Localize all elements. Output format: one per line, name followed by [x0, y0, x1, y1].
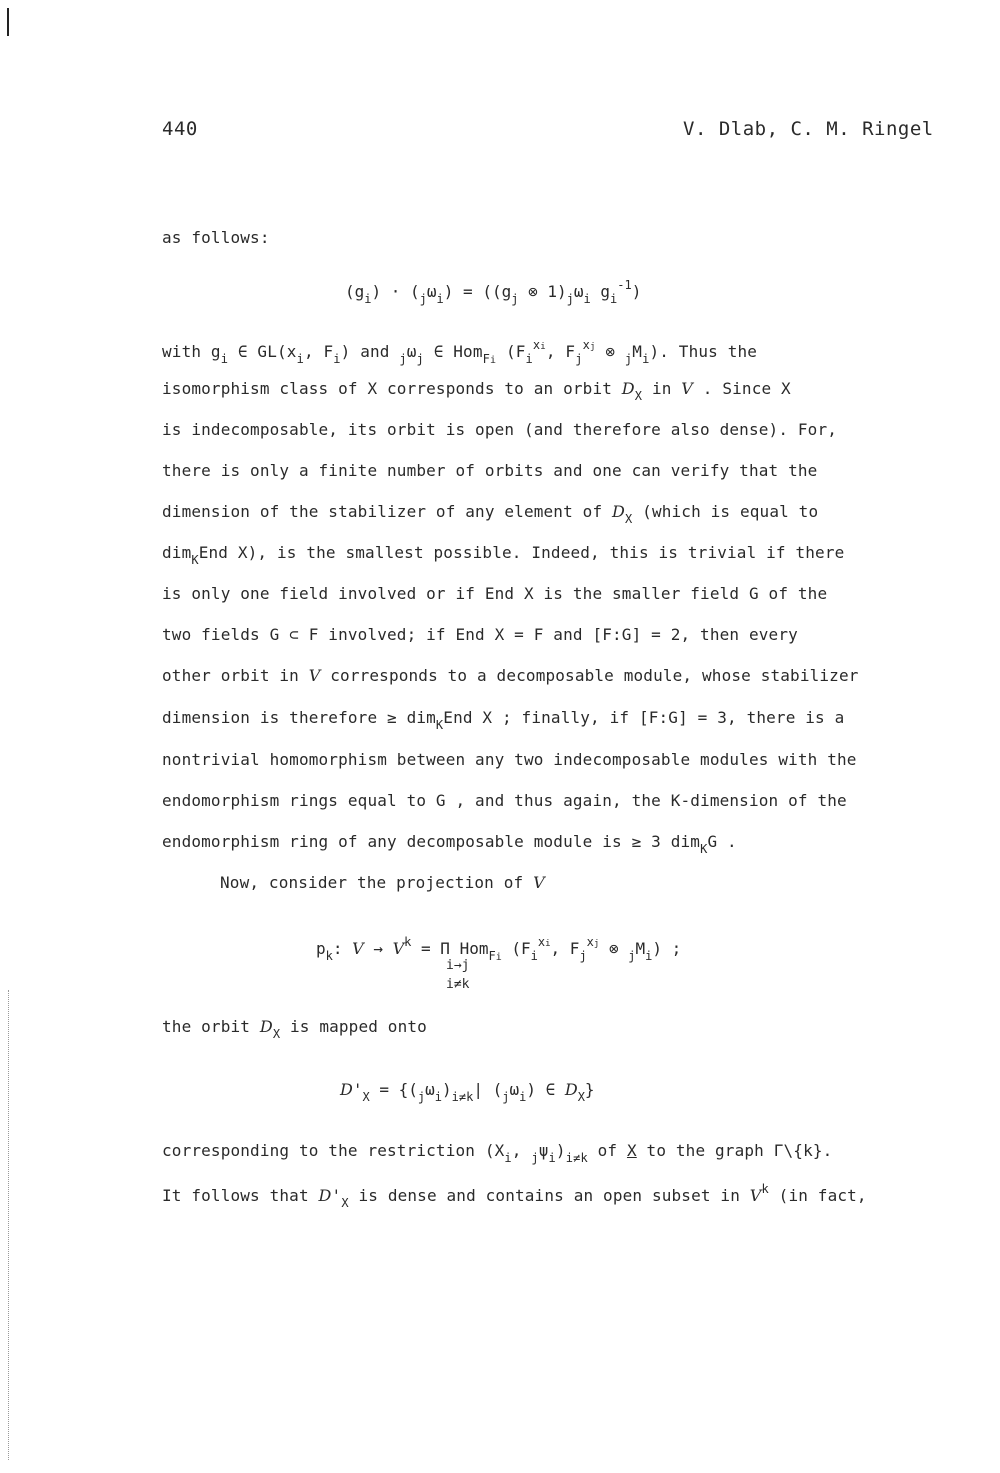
body-line: isomorphism class of X corresponds to an orbit $D_X$ in V . Since X: [162, 379, 791, 403]
body-line: two fields G ⊂ F involved; if End X = F and [F:G] = 2, then every: [162, 625, 798, 644]
projection-formula: $p_k$: $V \to V^k = \Pi$ Hom$_{Fi}$ ($F_i^{xi}$, $F_j^{xj}$ ⊗ $_jM_i$) ;: [316, 935, 682, 963]
body-line: there is only a finite number of orbits and one can verify that the: [162, 461, 818, 480]
body-line: dimension is therefore ≥ dim$_K$End X ; finally, if [F:G] = 3, there is a: [162, 708, 845, 732]
body-line: It follows that $D'_X$ is dense and contains an open subset in $V^k$ (in fact,: [162, 1182, 867, 1210]
body-line: dimension of the stabilizer of any element of $D_X$ (which is equal to: [162, 502, 819, 526]
body-line: is indecomposable, its orbit is open (and therefore also dense). For,: [162, 420, 838, 439]
body-line: corresponding to the restriction ($X_i$, $_j\psi_i)_{i\ne k}$ of X to the graph Γ\{k}.: [162, 1141, 833, 1165]
running-head-authors: V. Dlab, C. M. Ringel: [683, 118, 934, 140]
body-line: the orbit $D_X$ is mapped onto: [162, 1017, 427, 1041]
body-line: endomorphism ring of any decomposable module is ≥ 3 dim$_K$G .: [162, 832, 737, 856]
action-formula: $(g_i) \cdot (_j\omega_i) = ((g_j$ ⊗ $1)_j\omega_i$ $g_i^{-1}$): [345, 278, 642, 306]
body-line: Now, consider the projection of V: [220, 873, 545, 892]
scan-edge-dots: [8, 990, 10, 1460]
body-line: other orbit in V corresponds to a decomposable module, whose stabilizer: [162, 666, 859, 685]
body-line: with $g_i$ ∈ $GL(x_i$, $F_i$) and $_j\omega_j$ ∈ Hom$_{Fi}$ ($F_i^{xi}$, $F_j^{xj}$ ⊗ $_jM_i$). Thus the: [162, 338, 758, 366]
body-line: dim$_K$End X), is the smallest possible. Indeed, this is trivial if there: [162, 543, 845, 567]
product-index: i≠k: [446, 977, 470, 992]
body-line: is only one field involved or if End X is the smaller field G of the: [162, 584, 828, 603]
body-line: endomorphism rings equal to G , and thus again, the K-dimension of the: [162, 791, 847, 810]
page-number: 440: [162, 118, 198, 140]
body-line: as follows:: [162, 228, 270, 247]
product-index: i→j: [446, 958, 470, 973]
orbit-prime-formula: $D'_X = \{(_j\omega_i)_{i\ne k}|$ $(_j\omega_i)$ ∈ $D_X$}: [340, 1080, 595, 1104]
scan-margin-mark: [7, 8, 9, 36]
body-line: nontrivial homomorphism between any two indecomposable modules with the: [162, 750, 857, 769]
